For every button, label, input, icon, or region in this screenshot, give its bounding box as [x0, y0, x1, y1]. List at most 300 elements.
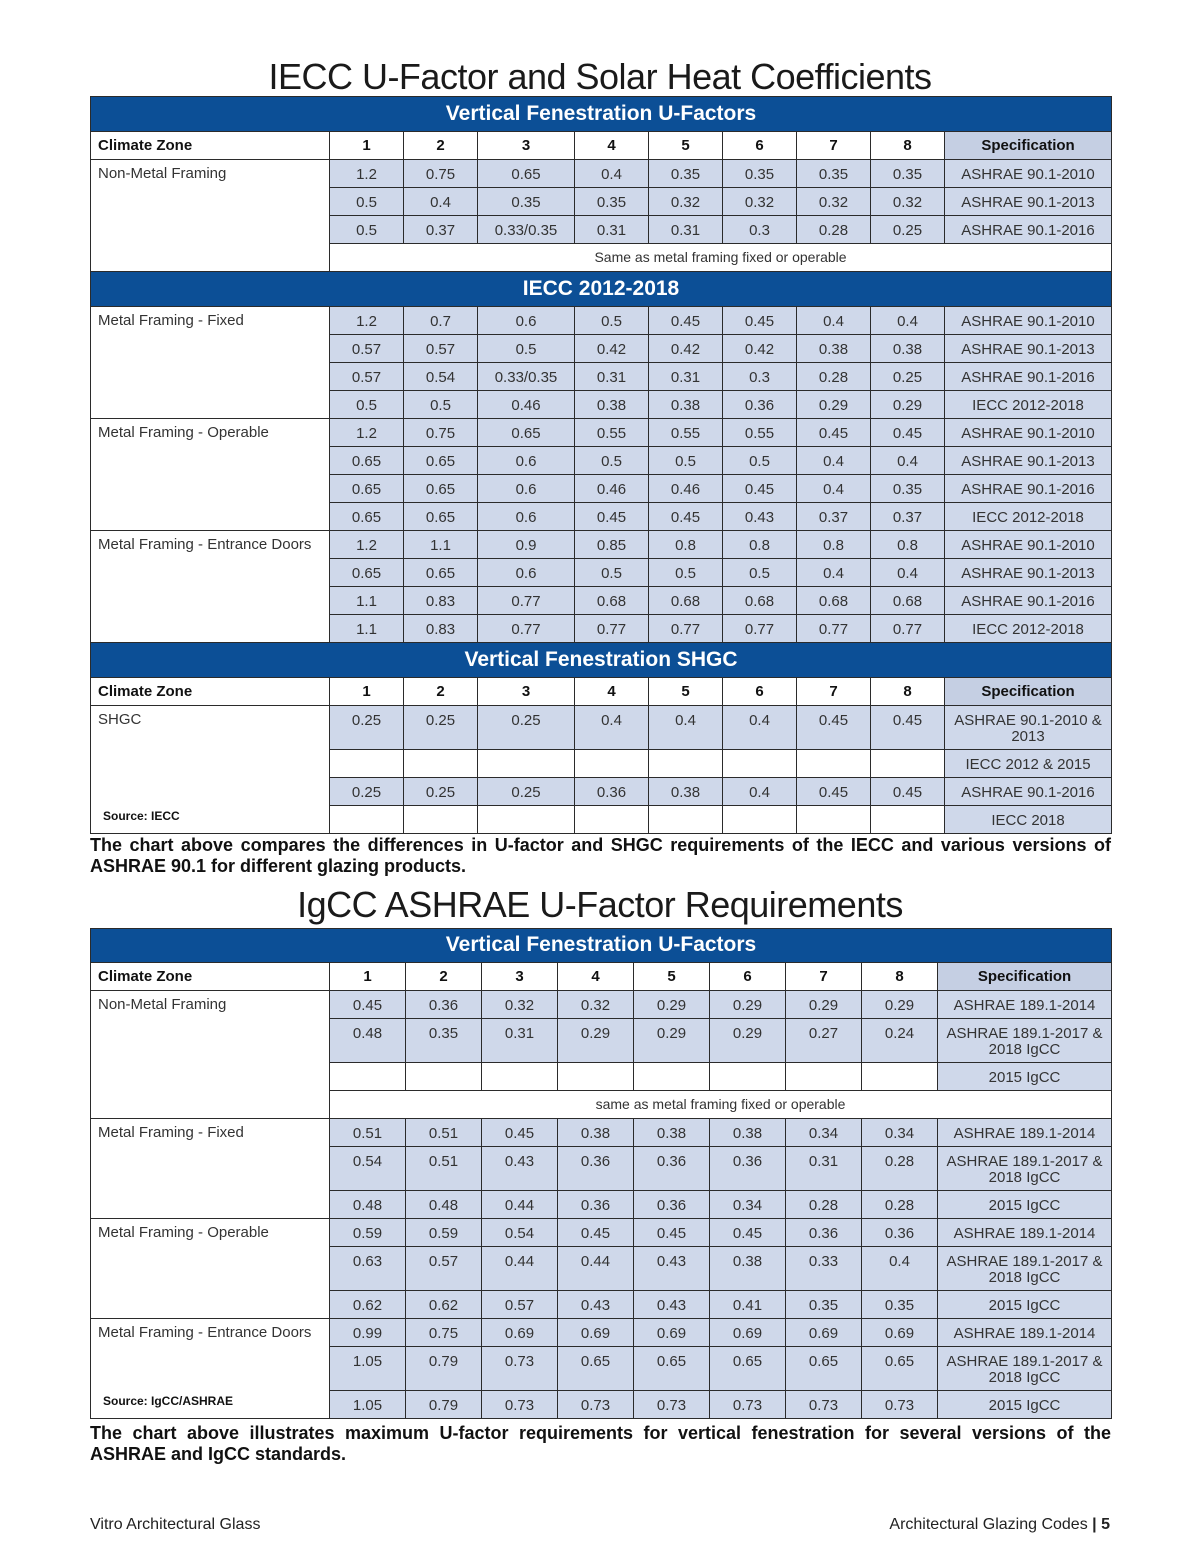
zone-header: 1 — [330, 132, 404, 160]
value-cell: 0.75 — [406, 1319, 482, 1347]
zone-header: 4 — [575, 678, 649, 706]
spec-cell: IECC 2012-2018 — [945, 503, 1112, 531]
value-cell: 0.73 — [482, 1391, 558, 1419]
row-group-label — [91, 1319, 330, 1419]
value-cell: 0.4 — [862, 1247, 938, 1291]
value-cell — [330, 750, 404, 778]
value-cell: 0.35 — [723, 160, 797, 188]
value-cell: 0.24 — [862, 1019, 938, 1063]
value-cell: 0.65 — [404, 503, 478, 531]
table-banner: Vertical Fenestration SHGC — [91, 643, 1112, 678]
value-cell: 0.29 — [710, 1019, 786, 1063]
value-cell: 0.85 — [575, 531, 649, 559]
value-cell: 0.5 — [575, 559, 649, 587]
value-cell: 0.38 — [797, 335, 871, 363]
spec-cell: IECC 2012-2018 — [945, 391, 1112, 419]
value-cell — [649, 750, 723, 778]
value-cell: 0.63 — [330, 1247, 406, 1291]
value-cell: 0.69 — [482, 1319, 558, 1347]
row-group-label — [91, 706, 330, 834]
value-cell — [649, 806, 723, 834]
zone-header: 2 — [406, 963, 482, 991]
value-cell: 0.31 — [575, 363, 649, 391]
value-cell: 0.36 — [558, 1147, 634, 1191]
climate-zone-header: Climate Zone — [91, 963, 330, 991]
spec-cell: ASHRAE 189.1-2014 — [938, 1119, 1112, 1147]
value-cell: 0.51 — [330, 1119, 406, 1147]
value-cell: 0.9 — [478, 531, 575, 559]
value-cell: 0.28 — [797, 363, 871, 391]
table-header-row — [91, 678, 1112, 706]
value-cell: 0.25 — [330, 706, 404, 750]
value-cell: 0.51 — [406, 1147, 482, 1191]
value-cell: 0.79 — [406, 1391, 482, 1419]
value-cell: 1.1 — [404, 531, 478, 559]
row-group-label — [91, 1219, 330, 1319]
value-cell: 0.48 — [330, 1191, 406, 1219]
value-cell: 0.65 — [558, 1347, 634, 1391]
value-cell: 0.31 — [786, 1147, 862, 1191]
table-banner: IECC 2012-2018 — [91, 272, 1112, 307]
value-cell: 0.57 — [406, 1247, 482, 1291]
value-cell — [723, 806, 797, 834]
framing-note: same as metal framing fixed or operable — [330, 1091, 1112, 1119]
value-cell: 0.45 — [797, 706, 871, 750]
zone-header: 6 — [723, 132, 797, 160]
value-cell: 0.73 — [482, 1347, 558, 1391]
zone-header: 2 — [404, 132, 478, 160]
footer-section — [889, 1516, 1110, 1534]
spec-cell: ASHRAE 90.1-2016 — [945, 363, 1112, 391]
spec-cell: ASHRAE 90.1-2016 — [945, 216, 1112, 244]
value-cell: 0.41 — [710, 1291, 786, 1319]
value-cell: 0.57 — [330, 363, 404, 391]
value-cell: 0.6 — [478, 559, 575, 587]
value-cell: 0.33/0.35 — [478, 363, 575, 391]
value-cell: 0.68 — [797, 587, 871, 615]
value-cell: 0.46 — [575, 475, 649, 503]
value-cell: 0.37 — [404, 216, 478, 244]
framing-label: Non-Metal Framing — [98, 996, 227, 1013]
value-cell: 0.3 — [723, 363, 797, 391]
table-banner-row — [91, 929, 1112, 963]
value-cell: 0.46 — [478, 391, 575, 419]
spec-cell: ASHRAE 90.1-2010 — [945, 160, 1112, 188]
value-cell: 0.4 — [649, 706, 723, 750]
zone-header: 5 — [649, 132, 723, 160]
value-cell: 0.4 — [871, 307, 945, 335]
value-cell — [478, 806, 575, 834]
value-cell: 0.57 — [482, 1291, 558, 1319]
value-cell: 0.8 — [649, 531, 723, 559]
value-cell — [478, 750, 575, 778]
value-cell: 0.34 — [710, 1191, 786, 1219]
value-cell: 0.54 — [482, 1219, 558, 1247]
value-cell: 0.33/0.35 — [478, 216, 575, 244]
value-cell: 0.38 — [710, 1119, 786, 1147]
page-title-iecc: IECC U-Factor and Solar Heat Coefficients — [268, 56, 932, 97]
value-cell: 0.5 — [330, 188, 404, 216]
value-cell: 0.35 — [871, 160, 945, 188]
zone-header: 6 — [723, 678, 797, 706]
value-cell — [723, 750, 797, 778]
value-cell: 0.25 — [404, 706, 478, 750]
zone-header: 4 — [558, 963, 634, 991]
framing-label: Non-Metal Framing — [98, 165, 227, 182]
value-cell: 0.45 — [558, 1219, 634, 1247]
value-cell — [558, 1063, 634, 1091]
spec-cell: 2015 IgCC — [938, 1191, 1112, 1219]
value-cell: 0.75 — [404, 419, 478, 447]
zone-header: 3 — [478, 678, 575, 706]
value-cell: 0.36 — [862, 1219, 938, 1247]
table-row — [91, 419, 1112, 447]
spec-cell: ASHRAE 189.1-2014 — [938, 991, 1112, 1019]
value-cell: 0.29 — [710, 991, 786, 1019]
value-cell: 0.35 — [797, 160, 871, 188]
spec-cell: ASHRAE 90.1-2013 — [945, 188, 1112, 216]
value-cell: 0.43 — [723, 503, 797, 531]
value-cell: 0.69 — [634, 1319, 710, 1347]
value-cell: 0.69 — [558, 1319, 634, 1347]
value-cell: 0.57 — [330, 335, 404, 363]
value-cell: 0.6 — [478, 503, 575, 531]
zone-header: 7 — [786, 963, 862, 991]
value-cell — [575, 806, 649, 834]
value-cell: 0.4 — [797, 475, 871, 503]
value-cell — [634, 1063, 710, 1091]
value-cell: 0.54 — [404, 363, 478, 391]
footer-separator: | — [1092, 1516, 1097, 1533]
value-cell: 0.45 — [797, 419, 871, 447]
framing-label: Metal Framing - Operable — [98, 424, 269, 441]
value-cell: 0.46 — [649, 475, 723, 503]
value-cell: 0.29 — [797, 391, 871, 419]
value-cell: 0.77 — [723, 615, 797, 643]
value-cell: 0.4 — [871, 559, 945, 587]
value-cell: 0.54 — [330, 1147, 406, 1191]
spec-cell: ASHRAE 90.1-2010 — [945, 419, 1112, 447]
value-cell: 0.62 — [406, 1291, 482, 1319]
value-cell — [786, 1063, 862, 1091]
zone-header: 6 — [710, 963, 786, 991]
row-group-label — [91, 419, 330, 531]
zone-header: 7 — [797, 678, 871, 706]
table-row — [91, 1119, 1112, 1147]
value-cell — [797, 750, 871, 778]
value-cell: 0.5 — [575, 447, 649, 475]
value-cell: 0.45 — [871, 706, 945, 750]
iecc-table — [90, 96, 1112, 834]
value-cell: 0.48 — [406, 1191, 482, 1219]
value-cell: 0.25 — [871, 216, 945, 244]
value-cell — [330, 1063, 406, 1091]
value-cell: 0.45 — [723, 307, 797, 335]
value-cell: 0.38 — [871, 335, 945, 363]
value-cell: 0.73 — [786, 1391, 862, 1419]
value-cell: 0.5 — [649, 447, 723, 475]
value-cell — [871, 806, 945, 834]
value-cell: 0.45 — [634, 1219, 710, 1247]
zone-header: 7 — [797, 132, 871, 160]
table-banner-row — [91, 643, 1112, 678]
value-cell: 0.59 — [330, 1219, 406, 1247]
value-cell: 0.36 — [575, 778, 649, 806]
value-cell: 0.32 — [723, 188, 797, 216]
value-cell: 1.1 — [330, 615, 404, 643]
value-cell: 0.65 — [634, 1347, 710, 1391]
value-cell: 0.44 — [558, 1247, 634, 1291]
value-cell: 0.5 — [330, 216, 404, 244]
page-number: 5 — [1101, 1516, 1110, 1533]
value-cell: 0.31 — [649, 216, 723, 244]
spec-cell: ASHRAE 189.1-2017 & 2018 IgCC — [938, 1147, 1112, 1191]
spec-cell: ASHRAE 90.1-2010 — [945, 531, 1112, 559]
value-cell: 0.42 — [723, 335, 797, 363]
value-cell: 0.68 — [575, 587, 649, 615]
value-cell: 0.45 — [871, 778, 945, 806]
value-cell: 1.05 — [330, 1347, 406, 1391]
value-cell: 1.2 — [330, 307, 404, 335]
value-cell — [330, 806, 404, 834]
value-cell: 0.59 — [406, 1219, 482, 1247]
value-cell: 0.55 — [649, 419, 723, 447]
value-cell: 0.36 — [786, 1219, 862, 1247]
specification-header: Specification — [945, 678, 1112, 706]
value-cell: 0.32 — [558, 991, 634, 1019]
framing-label: SHGC — [98, 711, 142, 728]
value-cell: 0.65 — [404, 447, 478, 475]
value-cell: 0.36 — [406, 991, 482, 1019]
value-cell: 0.29 — [862, 991, 938, 1019]
value-cell: 0.45 — [649, 503, 723, 531]
value-cell: 0.45 — [710, 1219, 786, 1247]
value-cell: 1.05 — [330, 1391, 406, 1419]
value-cell: 0.31 — [575, 216, 649, 244]
value-cell: 0.28 — [862, 1191, 938, 1219]
value-cell: 0.37 — [797, 503, 871, 531]
value-cell: 0.38 — [710, 1247, 786, 1291]
value-cell: 1.2 — [330, 531, 404, 559]
zone-header: 3 — [482, 963, 558, 991]
climate-zone-header: Climate Zone — [91, 678, 330, 706]
zone-header: 8 — [871, 132, 945, 160]
value-cell: 0.45 — [723, 475, 797, 503]
value-cell: 0.25 — [871, 363, 945, 391]
spec-cell: ASHRAE 90.1-2013 — [945, 447, 1112, 475]
value-cell: 0.35 — [786, 1291, 862, 1319]
value-cell: 0.36 — [710, 1147, 786, 1191]
value-cell: 0.51 — [406, 1119, 482, 1147]
framing-label: Metal Framing - Fixed — [98, 1124, 244, 1141]
value-cell: 0.7 — [404, 307, 478, 335]
value-cell: 0.5 — [575, 307, 649, 335]
spec-cell: ASHRAE 189.1-2017 & 2018 IgCC — [938, 1347, 1112, 1391]
value-cell: 0.36 — [558, 1191, 634, 1219]
value-cell — [797, 806, 871, 834]
value-cell: 0.32 — [649, 188, 723, 216]
value-cell: 0.69 — [786, 1319, 862, 1347]
value-cell: 0.45 — [330, 991, 406, 1019]
value-cell: 0.77 — [478, 587, 575, 615]
spec-cell: IECC 2012-2018 — [945, 615, 1112, 643]
value-cell: 1.1 — [330, 587, 404, 615]
value-cell: 0.33 — [786, 1247, 862, 1291]
value-cell: 0.75 — [404, 160, 478, 188]
value-cell: 0.77 — [797, 615, 871, 643]
value-cell: 0.45 — [649, 307, 723, 335]
table-row — [91, 991, 1112, 1019]
value-cell: 0.25 — [404, 778, 478, 806]
value-cell: 0.65 — [330, 475, 404, 503]
value-cell — [404, 806, 478, 834]
value-cell: 0.4 — [871, 447, 945, 475]
value-cell: 0.34 — [786, 1119, 862, 1147]
value-cell: 0.45 — [482, 1119, 558, 1147]
value-cell: 0.5 — [478, 335, 575, 363]
table-row — [91, 1219, 1112, 1247]
value-cell — [482, 1063, 558, 1091]
value-cell: 0.83 — [404, 615, 478, 643]
value-cell: 0.28 — [797, 216, 871, 244]
value-cell — [575, 750, 649, 778]
table-banner-row — [91, 272, 1112, 307]
framing-label: Metal Framing - Operable — [98, 1224, 269, 1241]
value-cell: 0.4 — [797, 447, 871, 475]
zone-header: 8 — [862, 963, 938, 991]
zone-header: 5 — [634, 963, 710, 991]
value-cell: 0.5 — [330, 391, 404, 419]
value-cell: 1.2 — [330, 419, 404, 447]
value-cell: 0.35 — [406, 1019, 482, 1063]
value-cell: 0.36 — [723, 391, 797, 419]
value-cell: 0.42 — [575, 335, 649, 363]
value-cell: 0.35 — [478, 188, 575, 216]
value-cell: 0.4 — [575, 160, 649, 188]
framing-label: Metal Framing - Fixed — [98, 312, 244, 329]
source-note: Source: IECC — [103, 809, 180, 824]
value-cell: 0.44 — [482, 1247, 558, 1291]
value-cell: 0.27 — [786, 1019, 862, 1063]
value-cell: 0.99 — [330, 1319, 406, 1347]
value-cell: 0.8 — [797, 531, 871, 559]
row-group-label — [91, 307, 330, 419]
value-cell: 0.37 — [871, 503, 945, 531]
value-cell: 0.35 — [649, 160, 723, 188]
value-cell: 0.83 — [404, 587, 478, 615]
spec-cell: ASHRAE 189.1-2017 & 2018 IgCC — [938, 1247, 1112, 1291]
value-cell: 0.65 — [478, 160, 575, 188]
zone-header: 8 — [871, 678, 945, 706]
value-cell: 0.65 — [404, 559, 478, 587]
value-cell: 0.25 — [330, 778, 404, 806]
table-row — [91, 160, 1112, 188]
value-cell: 0.57 — [404, 335, 478, 363]
zone-header: 4 — [575, 132, 649, 160]
table-row — [91, 307, 1112, 335]
value-cell: 0.38 — [649, 391, 723, 419]
row-group-label — [91, 160, 330, 272]
value-cell: 0.65 — [330, 503, 404, 531]
value-cell: 0.77 — [871, 615, 945, 643]
table-banner: Vertical Fenestration U-Factors — [91, 97, 1112, 132]
value-cell: 0.35 — [575, 188, 649, 216]
value-cell: 0.28 — [786, 1191, 862, 1219]
value-cell: 0.29 — [634, 991, 710, 1019]
value-cell: 0.55 — [723, 419, 797, 447]
value-cell: 0.5 — [723, 559, 797, 587]
value-cell: 0.5 — [723, 447, 797, 475]
value-cell: 0.62 — [330, 1291, 406, 1319]
value-cell: 0.55 — [575, 419, 649, 447]
value-cell: 0.4 — [723, 706, 797, 750]
spec-cell: IECC 2012 & 2015 — [945, 750, 1112, 778]
value-cell — [406, 1063, 482, 1091]
zone-header: 5 — [649, 678, 723, 706]
spec-cell: IECC 2018 — [945, 806, 1112, 834]
spec-cell: 2015 IgCC — [938, 1391, 1112, 1419]
value-cell — [710, 1063, 786, 1091]
page-title-igcc: IgCC ASHRAE U-Factor Requirements — [297, 884, 903, 925]
value-cell: 0.73 — [862, 1391, 938, 1419]
value-cell: 0.5 — [404, 391, 478, 419]
value-cell — [871, 750, 945, 778]
value-cell: 0.38 — [575, 391, 649, 419]
spec-cell: ASHRAE 189.1-2014 — [938, 1219, 1112, 1247]
spec-cell: ASHRAE 90.1-2013 — [945, 559, 1112, 587]
table-row — [91, 531, 1112, 559]
value-cell: 0.29 — [634, 1019, 710, 1063]
value-cell: 0.68 — [871, 587, 945, 615]
value-cell: 0.65 — [330, 559, 404, 587]
value-cell: 0.28 — [862, 1147, 938, 1191]
value-cell: 1.2 — [330, 160, 404, 188]
row-group-label — [91, 1119, 330, 1219]
value-cell: 0.8 — [871, 531, 945, 559]
row-group-label — [91, 991, 330, 1119]
row-group-label — [91, 531, 330, 643]
value-cell: 0.4 — [575, 706, 649, 750]
spec-cell: 2015 IgCC — [938, 1291, 1112, 1319]
table-row — [91, 706, 1112, 750]
spec-cell: ASHRAE 189.1-2014 — [938, 1319, 1112, 1347]
value-cell: 0.38 — [558, 1119, 634, 1147]
spec-cell: ASHRAE 90.1-2010 & 2013 — [945, 706, 1112, 750]
zone-header: 3 — [478, 132, 575, 160]
value-cell: 0.43 — [558, 1291, 634, 1319]
value-cell: 0.68 — [723, 587, 797, 615]
zone-header: 1 — [330, 963, 406, 991]
value-cell: 0.38 — [649, 778, 723, 806]
caption-igcc: The chart above illustrates maximum U-factor requirements for vertical fenestration for several versions of the ASHRAE and IgCC standards. — [90, 1423, 1111, 1464]
value-cell: 0.43 — [482, 1147, 558, 1191]
spec-cell: ASHRAE 90.1-2010 — [945, 307, 1112, 335]
value-cell: 0.43 — [634, 1247, 710, 1291]
value-cell: 0.8 — [723, 531, 797, 559]
spec-cell: ASHRAE 90.1-2013 — [945, 335, 1112, 363]
value-cell: 0.69 — [862, 1319, 938, 1347]
value-cell: 0.45 — [797, 778, 871, 806]
zone-header: 2 — [404, 678, 478, 706]
table-header-row — [91, 963, 1112, 991]
value-cell: 0.4 — [723, 778, 797, 806]
igcc-table — [90, 928, 1112, 1419]
value-cell: 0.36 — [634, 1147, 710, 1191]
value-cell: 0.4 — [797, 307, 871, 335]
footer-publisher: Vitro Architectural Glass — [90, 1516, 261, 1533]
value-cell: 0.35 — [862, 1291, 938, 1319]
value-cell: 0.29 — [558, 1019, 634, 1063]
